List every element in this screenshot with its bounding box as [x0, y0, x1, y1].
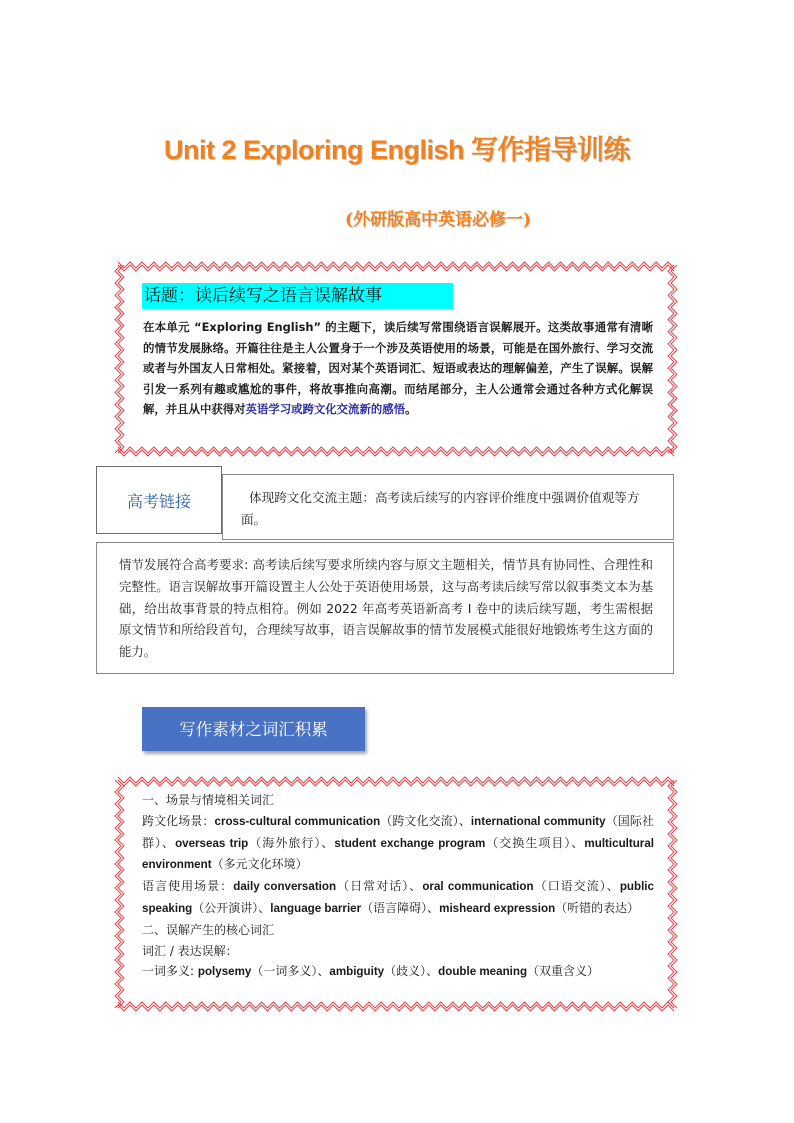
vocab-term-en: oral communication	[422, 880, 534, 894]
vocab-term-en: cross-cultural communication	[214, 814, 381, 828]
topic-paragraph	[143, 317, 653, 420]
vocab-sub-label: 词汇 / 表达误解：	[142, 943, 238, 958]
vocab-term-zh: （日常对话）、	[336, 879, 423, 894]
vocab-line-label: 语言使用场景：	[142, 879, 234, 894]
vocab-term-en: public speaking	[142, 880, 654, 915]
vocab-line-language-use	[142, 876, 654, 920]
vocab-term-en: misheard expression	[439, 901, 556, 915]
vocab-line-label: 跨文化场景：	[142, 813, 215, 828]
vocab-box	[118, 780, 674, 1008]
vocab-term-en: international community	[470, 814, 606, 828]
vocab-term-zh: （一词多义）、	[251, 964, 330, 979]
vocab-line-label: 一词多义:	[142, 964, 198, 979]
vocab-term-zh: （双重含义）	[527, 964, 600, 979]
vocab-term-en: overseas trip	[175, 836, 249, 850]
vocab-section-title: 二、误解产生的核心词汇	[142, 922, 275, 937]
vocab-term-zh: （国际社群）、	[142, 813, 654, 850]
vocab-term-zh: （海外旅行）、	[248, 835, 335, 850]
vocab-content	[142, 790, 654, 983]
document-title: Unit 2 Exploring English 写作指导训练	[163, 135, 631, 165]
vocab-term-zh: （歧义）、	[384, 964, 439, 979]
vocab-term-zh: （交换生项目）、	[485, 835, 585, 850]
vocab-term-zh: （跨文化交流）、	[380, 813, 471, 828]
gaokao-requirement-box: 情节发展符合高考要求: 高考读后续写要求所续内容与原文主题相关，情节具有协同性、合理性和完整性。语言误解故事开篇设置主人公处于英语使用场景，这与高考读后续写常以叙事类文本为基础，给出故事背景的特点相符。例如 2022 年高考英语新高考 I 卷中的读后续写题，考生需根据原文情节和所给段首句，合理续写故事，语言误解故事的情节发展模式能很好地锻炼考生这方面的能力。	[96, 542, 674, 674]
topic-text-highlight: 英语学习或跨文化交流新的感悟	[245, 402, 406, 416]
vocab-term-en: multicultural environment	[142, 836, 654, 872]
vocab-section-title: 一、场景与情境相关词汇	[142, 793, 275, 807]
vocab-line-polysemy	[142, 961, 654, 983]
section-banner: 写作素材之词汇积累	[142, 707, 365, 751]
topic-text-main: 在本单元 “Exploring English” 的主题下，读后续写常围绕语言误解展开。这类故事通常有清晰的情节发展脉络。开篇往往是主人公置身于一个涉及英语使用的场景，可能是在国外旅行、学习交流或者与外国友人日常相处。紧接着，因对某个英语词汇、短语或表达的理解偏差，产生了误解。误解引发一系列有趣或尴尬的事件，将故事推向高潮。而结尾部分，主人公通常会通过各种方式化解误解，并且从中获得对	[143, 320, 653, 416]
vocab-line-cross-cultural	[142, 811, 654, 876]
document-subtitle: (外研版高中英语必修一)	[345, 210, 532, 230]
vocab-term-en: language barrier	[270, 901, 362, 915]
vocab-term-zh: （公开演讲）、	[192, 900, 271, 915]
gaokao-theme-text: 体现跨文化交流主题：高考读后续写的内容评价维度中强调价值观等方面。	[241, 490, 640, 527]
vocab-term-en: student exchange program	[334, 836, 486, 850]
vocab-term-zh: （口语交流）、	[533, 879, 620, 894]
vocab-term-en: daily conversation	[233, 880, 337, 894]
gaokao-link-label: 高考链接	[96, 466, 222, 534]
topic-text-end: 。	[405, 402, 417, 416]
topic-box	[118, 265, 674, 453]
vocab-term-zh: （多元文化环境）	[211, 857, 308, 872]
vocab-term-en: polysemy	[197, 965, 252, 979]
vocab-term-en: ambiguity	[329, 965, 385, 979]
gaokao-theme-box	[222, 474, 674, 540]
vocab-term-zh: （语言障碍）、	[361, 900, 440, 915]
vocab-term-en: double meaning	[438, 965, 528, 979]
topic-heading: 话题：读后续写之语言误解故事	[142, 283, 453, 309]
vocab-term-zh: （听错的表达）	[555, 900, 640, 915]
